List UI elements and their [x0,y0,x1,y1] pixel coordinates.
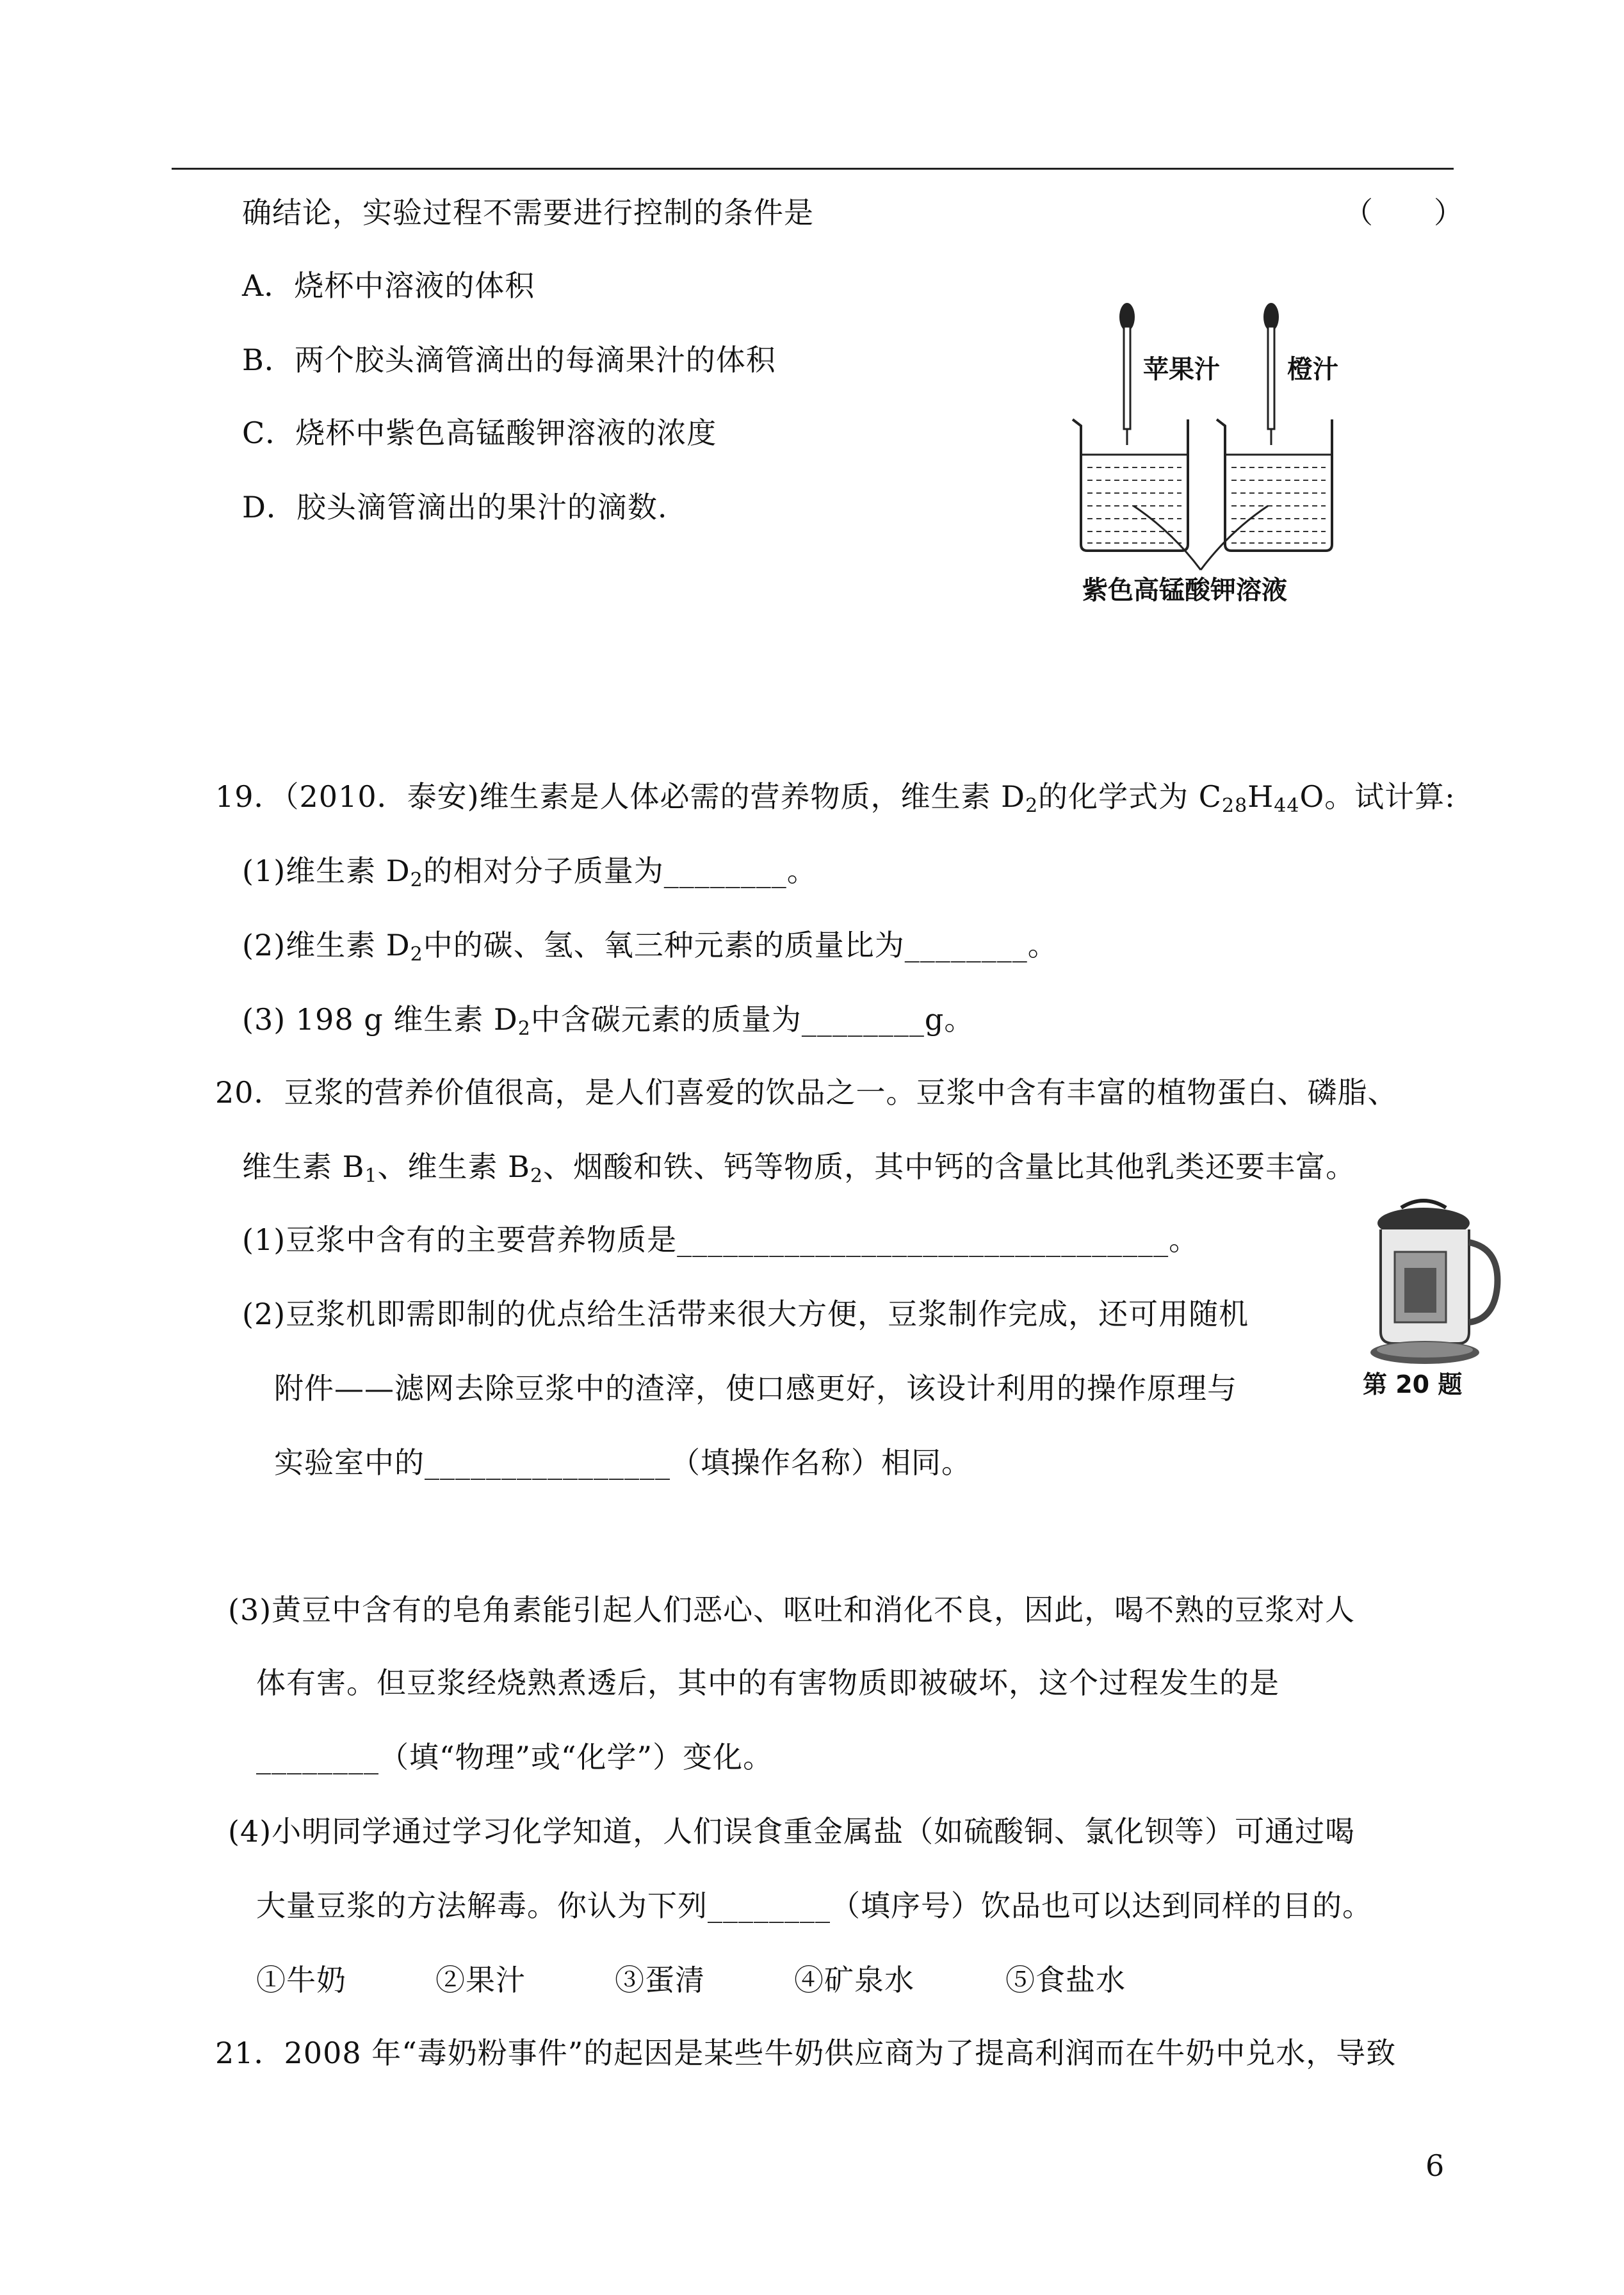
q19-part-2: (2)维生素 $D_2$中的碳、氢、氧三种元素的质量比为________。 [242,928,1058,966]
label-orange-juice: 橙汁 [1287,355,1338,384]
q18-answer-bracket: （ ） [1344,195,1464,230]
q20-part-4-line-1: (4)小明同学通过学习化学知道，人们误食重金属盐（如硫酸铜、氯化钡等）可通过喝 [228,1814,1356,1849]
q20-part-3-line-3: ________（填“物理”或“化学”）变化。 [256,1740,774,1774]
left-dropper-icon [1119,303,1135,445]
header-rule [172,168,1454,170]
right-dropper-icon [1263,303,1279,445]
q19-stem: 19．（2010．泰安)维生素是人体必需的营养物质，维生素 $D_2$的化学式为 $C_{28}H_{44}O$。试计算: [215,779,1456,817]
page-number: 6 [1425,2148,1445,2183]
q20-choice-1: ①牛奶 [256,1963,346,1997]
q20-part-1: (1)豆浆中含有的主要营养物质是________________________________。 [242,1222,1199,1257]
q21-stem: 21．2008 年“毒奶粉事件”的起因是某些牛奶供应商为了提高利润而在牛奶中兑水，导致 [215,2036,1397,2070]
figure-20-caption: 第 20 题 [1363,1370,1463,1399]
label-permanganate-solution: 紫色高锰酸钾溶液 [1082,576,1287,605]
q20-part-2-line-2: 附件——滤网去除豆浆中的渣滓，使口感更好，该设计利用的操作原理与 [274,1371,1237,1406]
q19-part-3: (3) 198 g 维生素 $D_2$中含碳元素的质量为________g。 [242,1002,975,1040]
q20-stem-line-1: 20．豆浆的营养价值很高，是人们喜爱的饮品之一。豆浆中含有丰富的植物蛋白、磷脂、 [215,1075,1398,1110]
q20-part-4-line-2: 大量豆浆的方法解毒。你认为下列________（填序号）饮品也可以达到同样的目的。 [256,1888,1372,1923]
q20-part-2-line-3: 实验室中的________________（填操作名称）相同。 [274,1445,971,1480]
q19-part-1: (1)维生素 $D_2$的相对分子质量为________。 [242,854,817,891]
q20-choice-4: ④矿泉水 [794,1963,914,1997]
left-beaker-icon [1073,419,1188,551]
right-beaker-icon [1217,419,1332,551]
q20-part-3-line-1: (3)黄豆中含有的皂角素能引起人们恶心、呕吐和消化不良，因此，喝不熟的豆浆对人 [228,1593,1356,1627]
q18-option-c: C．烧杯中紫色高锰酸钾溶液的浓度 [242,416,717,450]
label-apple-juice: 苹果汁 [1143,355,1220,384]
q18-option-d: D．胶头滴管滴出的果汁的滴数. [242,490,668,524]
soymilk-machine-icon [1370,1201,1497,1364]
soymilk-maker-figure [1356,1191,1504,1402]
q20-part-3-line-2: 体有害。但豆浆经烧熟煮透后，其中的有害物质即被破坏，这个过程发生的是 [256,1666,1279,1700]
q18-stem-tail: 确结论，实验过程不需要进行控制的条件是 [242,195,814,230]
q20-choice-3: ③蛋清 [615,1963,705,1997]
q18-option-b: B．两个胶头滴管滴出的每滴果汁的体积 [242,343,776,377]
q20-choice-5: ⑤食盐水 [1005,1963,1126,1997]
q20-choice-2: ②果汁 [435,1963,526,1997]
q20-part-2-line-1: (2)豆浆机即需即制的优点给生活带来很大方便，豆浆制作完成，还可用随机 [242,1297,1249,1331]
beaker-experiment-figure [1063,288,1396,615]
q20-stem-line-2: 维生素 $B_1$、维生素 $B_2$、烟酸和铁、钙等物质，其中钙的含量比其他乳类还要丰富。 [242,1149,1356,1187]
q18-option-a: A．烧杯中溶液的体积 [242,268,535,303]
